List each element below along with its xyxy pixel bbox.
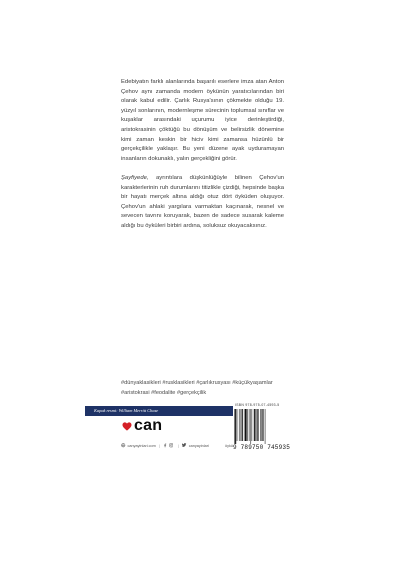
blurb-paragraph-2 — [121, 174, 284, 232]
globe-icon — [121, 443, 126, 449]
isbn-label: ISBN 978-975-07-4593-5 — [235, 403, 280, 407]
blurb-paragraph-1: Edebiyatın farklı alanlarında başarılı eserlere imza atan Anton Çehov aynı zamanda modern öykünün yaratıcılarından biri olarak kabul edilir. Çarlık Rusya'sının çökmekte olduğu 19. yüzyıl sonlarının, modernleşme sürecinin toplumsal sınıflar ve kuşaklar arasındaki uçurumu iyice derinleştirdiği, aristokrasinin çöktüğü bu dönüşüm ve belirsizlik dönemine kimi zaman keskin bir hiciv kimi zamansa hüzünlü bir gerçekçilikle yaklaşır. Bu yeni düzene ayak uyduramayan insanların dokunaklı, yalın gerçekliğini görür. — [121, 79, 284, 162]
barcode-icon — [233, 409, 283, 444]
hashtag-line: #aristokrasi #feodalite #gerçekçilik — [121, 389, 207, 396]
twitter-icon[interactable] — [182, 443, 187, 448]
separator: | — [158, 443, 160, 448]
hashtag-list — [121, 379, 301, 398]
hashtag-line: #dünyaklasikleri #rusklasikleri #çarlıkrusyası #küçükyaşamlar — [121, 380, 273, 386]
publisher-website[interactable]: canyayinlari.com — [127, 443, 156, 448]
cover-credit-band — [85, 406, 233, 416]
blurb-paragraph-2-text: , ayrıntılara düşkünlüğüyle bilinen Çehov'un karakterlerinin ruh durumlarını titizlikle çizdiği, hepsinde başka bir hayatı merçek altına aldığı otuz dört öyküden oluşuyor. Çehov'un ahlaki yargılara varmaktan kaçınarak, nesnel ve sevecen tavrını koruyarak, bazen de sadece susarak kaleme aldığı bu öyküleri birbiri ardına, soluksuz okuyacaksınız. — [121, 174, 284, 229]
blurb — [121, 78, 284, 232]
book-title-inline: Şayfiyede — [121, 174, 147, 181]
publisher-social-handle[interactable]: canyayinlari — [188, 443, 209, 448]
cover-art-credit: Kapak resmi: William Merritt Chase — [94, 407, 159, 413]
genre-label: öykü — [224, 443, 233, 448]
facebook-icon[interactable] — [163, 443, 167, 449]
instagram-icon[interactable] — [169, 443, 174, 449]
publisher-name: can — [134, 417, 163, 434]
heart-icon — [122, 422, 132, 431]
publisher-logo — [122, 417, 162, 435]
separator: | — [178, 443, 180, 448]
barcode-digits: 9 789750 745935 — [233, 444, 291, 451]
publisher-footer — [121, 443, 233, 449]
